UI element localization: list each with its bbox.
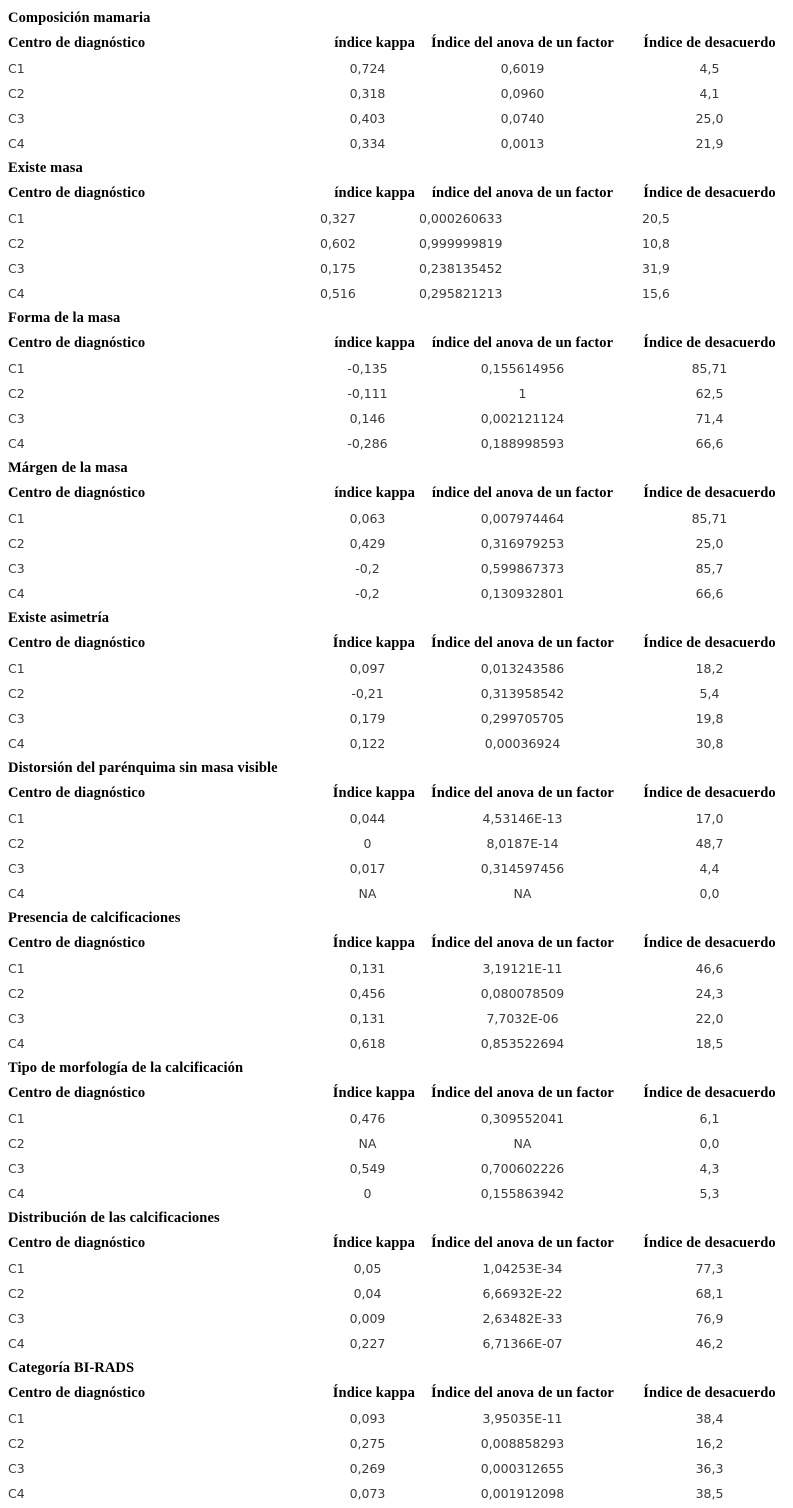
report-section xyxy=(0,156,793,306)
cell-disagreement-value: 36,3 xyxy=(695,1461,724,1476)
table-header-row xyxy=(0,1381,793,1406)
cell-disagreement-value: 31,9 xyxy=(642,261,670,276)
cell-anova-value: 0,155863942 xyxy=(480,1186,565,1201)
cell-center-name: C3 xyxy=(8,261,25,276)
cell-anova-value: 0,6019 xyxy=(500,61,545,76)
table-row xyxy=(0,656,793,681)
section-title: Distorsión del parénquima sin masa visible xyxy=(8,760,278,776)
cell-kappa-value: 0,131 xyxy=(349,961,386,976)
section-title: Categoría BI-RADS xyxy=(8,1360,135,1376)
cell-anova-value: 2,63482E-33 xyxy=(482,1311,563,1326)
table-row xyxy=(0,831,793,856)
cell-anova-value: 0,000312655 xyxy=(480,1461,565,1476)
column-header-anova: Índice del anova de un factor xyxy=(431,935,614,951)
cell-kappa-value: 0,456 xyxy=(349,986,386,1001)
column-header-disagreement: Índice de desacuerdo xyxy=(643,785,776,801)
cell-kappa-value: -0,286 xyxy=(347,436,388,451)
cell-disagreement-value: 18,5 xyxy=(695,1036,724,1051)
column-header-center: Centro de diagnóstico xyxy=(8,1385,146,1401)
cell-center-name: C2 xyxy=(8,1436,25,1451)
section-title: Tipo de morfología de la calcificación xyxy=(8,1060,244,1076)
cell-center-name: C2 xyxy=(8,1286,25,1301)
cell-kappa-value: 0,327 xyxy=(320,211,356,226)
section-title-row xyxy=(0,1056,793,1081)
cell-kappa-value: 0,044 xyxy=(349,811,386,826)
report-section xyxy=(0,1056,793,1206)
table-header-row xyxy=(0,331,793,356)
section-title-row xyxy=(0,456,793,481)
cell-center-name: C3 xyxy=(8,711,25,726)
cell-disagreement-value: 4,5 xyxy=(699,61,720,76)
cell-center-name: C4 xyxy=(8,736,25,751)
cell-kappa-value: -0,2 xyxy=(355,586,380,601)
table-row xyxy=(0,381,793,406)
cell-center-name: C3 xyxy=(8,1311,25,1326)
cell-center-name: C3 xyxy=(8,1161,25,1176)
cell-disagreement-value: 76,9 xyxy=(695,1311,724,1326)
column-header-kappa: Índice kappa xyxy=(332,1235,415,1251)
section-title: Presencia de calcificaciones xyxy=(8,910,181,926)
cell-disagreement-value: 4,4 xyxy=(699,861,720,876)
cell-disagreement-value: 85,71 xyxy=(691,361,728,376)
cell-center-name: C3 xyxy=(8,861,25,876)
cell-disagreement-value: 6,1 xyxy=(699,1111,720,1126)
cell-anova-value: 0,700602226 xyxy=(480,1161,565,1176)
section-title: Existe masa xyxy=(8,160,83,176)
cell-disagreement-value: 5,4 xyxy=(699,686,720,701)
cell-anova-value: 0,0960 xyxy=(500,86,545,101)
table-row xyxy=(0,956,793,981)
table-row xyxy=(0,106,793,131)
cell-anova-value: 4,53146E-13 xyxy=(482,811,563,826)
column-header-kappa: Índice kappa xyxy=(332,785,415,801)
column-header-kappa: índice kappa xyxy=(334,335,415,351)
cell-center-name: C1 xyxy=(8,961,25,976)
cell-center-name: C1 xyxy=(8,1411,25,1426)
column-header-center: Centro de diagnóstico xyxy=(8,785,146,801)
cell-disagreement-value: 22,0 xyxy=(695,1011,724,1026)
table-row xyxy=(0,681,793,706)
table-row xyxy=(0,556,793,581)
cell-kappa-value: 0,429 xyxy=(349,536,386,551)
cell-kappa-value: 0,602 xyxy=(320,236,356,251)
table-row xyxy=(0,881,793,906)
cell-disagreement-value: 17,0 xyxy=(695,811,724,826)
cell-kappa-value: 0,549 xyxy=(349,1161,386,1176)
cell-anova-value: 0,007974464 xyxy=(480,511,565,526)
cell-anova-value: 3,95035E-11 xyxy=(482,1411,563,1426)
table-row xyxy=(0,56,793,81)
section-title-row xyxy=(0,156,793,181)
report-section xyxy=(0,456,793,606)
table-header-row xyxy=(0,181,793,206)
cell-anova-value: NA xyxy=(513,886,532,901)
section-title-row xyxy=(0,1356,793,1381)
cell-disagreement-value: 0,0 xyxy=(699,886,720,901)
table-row xyxy=(0,1256,793,1281)
report-section xyxy=(0,756,793,906)
cell-kappa-value: 0,179 xyxy=(349,711,386,726)
cell-center-name: C1 xyxy=(8,511,25,526)
table-row xyxy=(0,581,793,606)
cell-kappa-value: -0,135 xyxy=(347,361,388,376)
cell-disagreement-value: 16,2 xyxy=(695,1436,724,1451)
cell-kappa-value: 0,175 xyxy=(320,261,356,276)
table-row xyxy=(0,281,793,306)
cell-anova-value: 0,295821213 xyxy=(419,286,503,301)
cell-center-name: C4 xyxy=(8,1336,25,1351)
column-header-anova: Índice del anova de un factor xyxy=(431,35,614,51)
column-header-kappa: Índice kappa xyxy=(332,1385,415,1401)
cell-disagreement-value: 48,7 xyxy=(695,836,724,851)
cell-kappa-value: 0,476 xyxy=(349,1111,386,1126)
cell-center-name: C4 xyxy=(8,1486,25,1501)
cell-kappa-value: 0,122 xyxy=(349,736,386,751)
cell-center-name: C4 xyxy=(8,886,25,901)
cell-center-name: C4 xyxy=(8,136,25,151)
table-header-row xyxy=(0,31,793,56)
cell-kappa-value: 0,227 xyxy=(349,1336,386,1351)
cell-center-name: C1 xyxy=(8,1261,25,1276)
cell-disagreement-value: 66,6 xyxy=(695,586,724,601)
cell-disagreement-value: 38,5 xyxy=(695,1486,724,1501)
cell-kappa-value: 0,017 xyxy=(349,861,386,876)
cell-anova-value: 0,299705705 xyxy=(480,711,565,726)
cell-center-name: C3 xyxy=(8,1011,25,1026)
cell-anova-value: 1,04253E-34 xyxy=(482,1261,563,1276)
cell-kappa-value: 0,724 xyxy=(349,61,386,76)
cell-disagreement-value: 30,8 xyxy=(695,736,724,751)
cell-center-name: C4 xyxy=(8,1186,25,1201)
cell-disagreement-value: 38,4 xyxy=(695,1411,724,1426)
table-row xyxy=(0,806,793,831)
cell-center-name: C4 xyxy=(8,1036,25,1051)
column-header-kappa: índice kappa xyxy=(334,485,415,501)
cell-center-name: C1 xyxy=(8,61,25,76)
table-row xyxy=(0,256,793,281)
column-header-kappa: índice kappa xyxy=(334,185,415,201)
report-section xyxy=(0,6,793,156)
cell-anova-value: 0,999999819 xyxy=(419,236,503,251)
cell-center-name: C2 xyxy=(8,86,25,101)
cell-center-name: C1 xyxy=(8,361,25,376)
table-row xyxy=(0,206,793,231)
cell-kappa-value: 0,063 xyxy=(349,511,386,526)
cell-center-name: C2 xyxy=(8,386,25,401)
cell-kappa-value: 0,403 xyxy=(349,111,386,126)
cell-anova-value: 1 xyxy=(518,386,527,401)
cell-anova-value: 0,188998593 xyxy=(480,436,565,451)
cell-kappa-value: 0 xyxy=(363,836,372,851)
cell-disagreement-value: 46,6 xyxy=(695,961,724,976)
column-header-disagreement: Índice de desacuerdo xyxy=(643,485,776,501)
column-header-center: Centro de diagnóstico xyxy=(8,335,146,351)
table-row xyxy=(0,981,793,1006)
cell-center-name: C2 xyxy=(8,536,25,551)
table-header-row xyxy=(0,1081,793,1106)
cell-anova-value: 0,0740 xyxy=(500,111,545,126)
cell-center-name: C4 xyxy=(8,586,25,601)
column-header-disagreement: Índice de desacuerdo xyxy=(643,935,776,951)
section-title: Forma de la masa xyxy=(8,310,121,326)
table-row xyxy=(0,1456,793,1481)
column-header-disagreement: Índice de desacuerdo xyxy=(643,1235,776,1251)
section-title: Composición mamaria xyxy=(8,10,151,26)
cell-anova-value: 0,0013 xyxy=(500,136,545,151)
table-header-row xyxy=(0,781,793,806)
cell-center-name: C2 xyxy=(8,686,25,701)
cell-anova-value: 7,7032E-06 xyxy=(486,1011,559,1026)
cell-kappa-value: 0,516 xyxy=(320,286,356,301)
cell-anova-value: 0,001912098 xyxy=(480,1486,565,1501)
cell-center-name: C3 xyxy=(8,411,25,426)
cell-disagreement-value: 4,3 xyxy=(699,1161,720,1176)
cell-kappa-value: -0,21 xyxy=(351,686,384,701)
section-title-row xyxy=(0,756,793,781)
table-row xyxy=(0,431,793,456)
table-row xyxy=(0,81,793,106)
cell-disagreement-value: 20,5 xyxy=(642,211,670,226)
cell-center-name: C2 xyxy=(8,1136,25,1151)
cell-anova-value: 6,71366E-07 xyxy=(482,1336,563,1351)
cell-disagreement-value: 24,3 xyxy=(695,986,724,1001)
column-header-anova: Índice del anova de un factor xyxy=(431,785,614,801)
table-row xyxy=(0,1131,793,1156)
report-section xyxy=(0,1206,793,1356)
cell-anova-value: 0,309552041 xyxy=(480,1111,565,1126)
cell-disagreement-value: 66,6 xyxy=(695,436,724,451)
cell-disagreement-value: 0,0 xyxy=(699,1136,720,1151)
cell-disagreement-value: 85,7 xyxy=(695,561,724,576)
table-row xyxy=(0,1031,793,1056)
cell-disagreement-value: 68,1 xyxy=(695,1286,724,1301)
table-row xyxy=(0,706,793,731)
cell-anova-value: 0,238135452 xyxy=(419,261,503,276)
cell-kappa-value: 0,318 xyxy=(349,86,386,101)
cell-disagreement-value: 19,8 xyxy=(695,711,724,726)
cell-anova-value: 0,080078509 xyxy=(480,986,565,1001)
cell-center-name: C3 xyxy=(8,561,25,576)
cell-center-name: C1 xyxy=(8,811,25,826)
cell-center-name: C1 xyxy=(8,211,25,226)
cell-disagreement-value: 46,2 xyxy=(695,1336,724,1351)
table-row xyxy=(0,1481,793,1506)
column-header-disagreement: Índice de desacuerdo xyxy=(643,1085,776,1101)
column-header-anova: Índice del anova de un factor xyxy=(431,1235,614,1251)
section-title: Distribución de las calcificaciones xyxy=(8,1210,220,1226)
cell-anova-value: 0,002121124 xyxy=(480,411,565,426)
column-header-kappa: Índice kappa xyxy=(332,1085,415,1101)
column-header-disagreement: Índice de desacuerdo xyxy=(643,635,776,651)
cell-disagreement-value: 4,1 xyxy=(699,86,720,101)
table-row xyxy=(0,1181,793,1206)
column-header-anova: Índice del anova de un factor xyxy=(431,1085,614,1101)
cell-center-name: C1 xyxy=(8,1111,25,1126)
table-row xyxy=(0,1431,793,1456)
cell-kappa-value: NA xyxy=(358,886,377,901)
table-row xyxy=(0,1281,793,1306)
cell-kappa-value: 0,093 xyxy=(349,1411,386,1426)
cell-kappa-value: -0,2 xyxy=(355,561,380,576)
section-title: Márgen de la masa xyxy=(8,460,128,476)
cell-anova-value: 6,66932E-22 xyxy=(482,1286,563,1301)
cell-anova-value: 0,313958542 xyxy=(480,686,565,701)
cell-center-name: C3 xyxy=(8,111,25,126)
table-row xyxy=(0,231,793,256)
column-header-center: Centro de diagnóstico xyxy=(8,185,146,201)
cell-center-name: C1 xyxy=(8,661,25,676)
column-header-center: Centro de diagnóstico xyxy=(8,1085,146,1101)
cell-kappa-value: 0,618 xyxy=(349,1036,386,1051)
cell-disagreement-value: 71,4 xyxy=(695,411,724,426)
column-header-center: Centro de diagnóstico xyxy=(8,935,146,951)
cell-disagreement-value: 25,0 xyxy=(695,111,724,126)
cell-anova-value: 0,314597456 xyxy=(480,861,565,876)
cell-anova-value: 0,00036924 xyxy=(484,736,561,751)
column-header-kappa: índice kappa xyxy=(334,35,415,51)
report-section xyxy=(0,906,793,1056)
cell-center-name: C3 xyxy=(8,1461,25,1476)
table-row xyxy=(0,731,793,756)
cell-kappa-value: 0,334 xyxy=(349,136,386,151)
cell-anova-value: 0,008858293 xyxy=(480,1436,565,1451)
cell-anova-value: 0,000260633 xyxy=(419,211,503,226)
cell-disagreement-value: 21,9 xyxy=(695,136,724,151)
cell-disagreement-value: 15,6 xyxy=(642,286,670,301)
table-header-row xyxy=(0,631,793,656)
table-row xyxy=(0,1006,793,1031)
cell-kappa-value: -0,111 xyxy=(347,386,388,401)
column-header-disagreement: Índice de desacuerdo xyxy=(643,185,776,201)
cell-center-name: C4 xyxy=(8,436,25,451)
report-section xyxy=(0,306,793,456)
cell-kappa-value: 0,131 xyxy=(349,1011,386,1026)
cell-kappa-value: NA xyxy=(358,1136,377,1151)
column-header-disagreement: Índice de desacuerdo xyxy=(643,35,776,51)
table-row xyxy=(0,1406,793,1431)
cell-disagreement-value: 77,3 xyxy=(695,1261,724,1276)
report-section xyxy=(0,1356,793,1506)
cell-disagreement-value: 62,5 xyxy=(695,386,724,401)
cell-anova-value: 3,19121E-11 xyxy=(482,961,563,976)
cell-kappa-value: 0,269 xyxy=(349,1461,386,1476)
section-title-row xyxy=(0,306,793,331)
cell-kappa-value: 0,073 xyxy=(349,1486,386,1501)
column-header-disagreement: Índice de desacuerdo xyxy=(643,1385,776,1401)
table-header-row xyxy=(0,1231,793,1256)
section-title: Existe asimetría xyxy=(8,610,110,626)
section-title-row xyxy=(0,906,793,931)
cell-anova-value: 0,155614956 xyxy=(480,361,565,376)
report-section xyxy=(0,606,793,756)
cell-anova-value: 8,0187E-14 xyxy=(486,836,559,851)
cell-disagreement-value: 18,2 xyxy=(695,661,724,676)
cell-kappa-value: 0,05 xyxy=(353,1261,382,1276)
section-title-row xyxy=(0,1206,793,1231)
column-header-center: Centro de diagnóstico xyxy=(8,485,146,501)
table-header-row xyxy=(0,481,793,506)
table-row xyxy=(0,506,793,531)
cell-disagreement-value: 10,8 xyxy=(642,236,670,251)
table-row xyxy=(0,1306,793,1331)
column-header-center: Centro de diagnóstico xyxy=(8,35,146,51)
cell-anova-value: 0,130932801 xyxy=(480,586,565,601)
column-header-center: Centro de diagnóstico xyxy=(8,1235,146,1251)
table-row xyxy=(0,1331,793,1356)
cell-disagreement-value: 85,71 xyxy=(691,511,728,526)
cell-disagreement-value: 5,3 xyxy=(699,1186,720,1201)
cell-center-name: C2 xyxy=(8,986,25,1001)
table-row xyxy=(0,1156,793,1181)
table-row xyxy=(0,406,793,431)
table-header-row xyxy=(0,931,793,956)
cell-kappa-value: 0,097 xyxy=(349,661,386,676)
cell-kappa-value: 0,146 xyxy=(349,411,386,426)
cell-anova-value: 0,599867373 xyxy=(480,561,565,576)
column-header-disagreement: Índice de desacuerdo xyxy=(643,335,776,351)
column-header-center: Centro de diagnóstico xyxy=(8,635,146,651)
cell-disagreement-value: 25,0 xyxy=(695,536,724,551)
column-header-anova: Índice del anova de un factor xyxy=(431,635,614,651)
table-row xyxy=(0,356,793,381)
section-title-row xyxy=(0,6,793,31)
cell-kappa-value: 0,04 xyxy=(353,1286,382,1301)
column-header-anova: índice del anova de un factor xyxy=(431,485,614,501)
column-header-anova: índice del anova de un factor xyxy=(431,335,614,351)
column-header-kappa: Índice kappa xyxy=(332,935,415,951)
cell-anova-value: NA xyxy=(513,1136,532,1151)
column-header-anova: Índice del anova de un factor xyxy=(431,1385,614,1401)
cell-kappa-value: 0,275 xyxy=(349,1436,386,1451)
cell-anova-value: 0,013243586 xyxy=(480,661,565,676)
table-row xyxy=(0,1106,793,1131)
cell-kappa-value: 0 xyxy=(363,1186,372,1201)
column-header-anova: índice del anova de un factor xyxy=(431,185,614,201)
table-row xyxy=(0,531,793,556)
table-row xyxy=(0,131,793,156)
cell-anova-value: 0,853522694 xyxy=(480,1036,565,1051)
cell-anova-value: 0,316979253 xyxy=(480,536,565,551)
table-row xyxy=(0,856,793,881)
cell-kappa-value: 0,009 xyxy=(349,1311,386,1326)
section-title-row xyxy=(0,606,793,631)
cell-center-name: C2 xyxy=(8,836,25,851)
cell-center-name: C2 xyxy=(8,236,25,251)
column-header-kappa: Índice kappa xyxy=(332,635,415,651)
cell-center-name: C4 xyxy=(8,286,25,301)
